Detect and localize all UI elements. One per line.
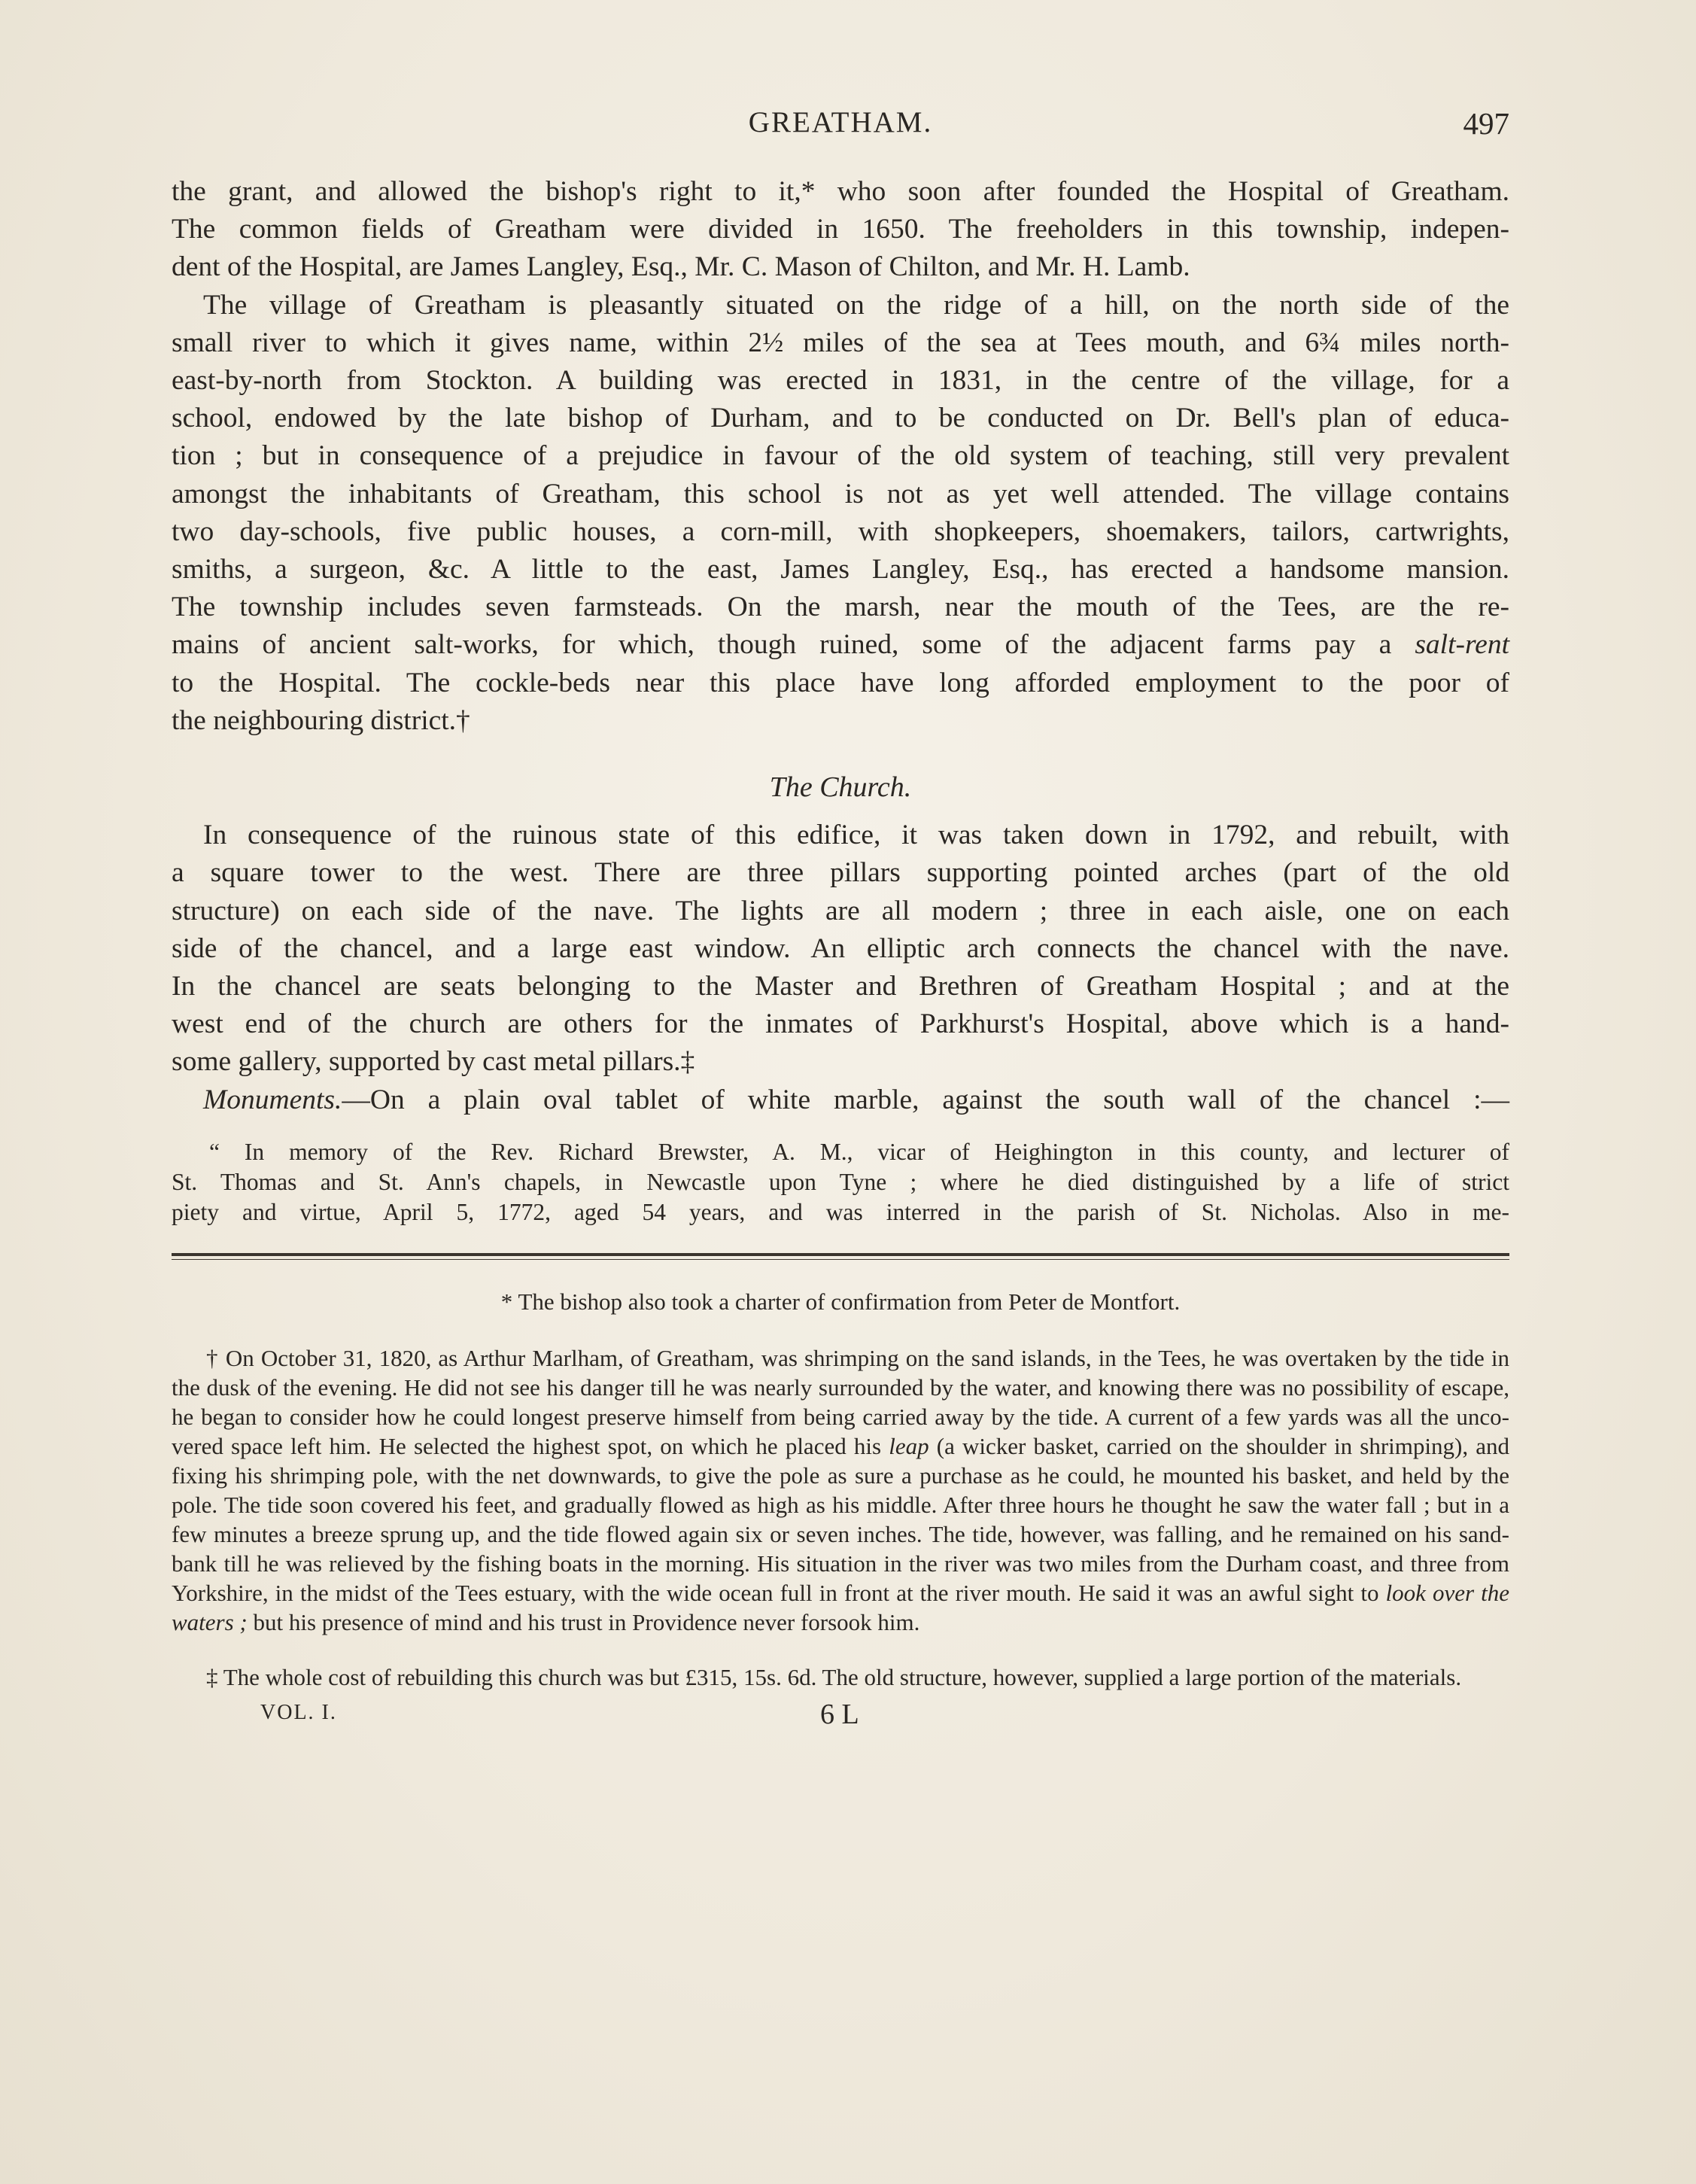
body-line: The common fields of Greatham were divided in 1650. The freeholders in this township, indepen- [172,214,1509,245]
monuments-label: Monuments. [203,1084,342,1115]
body-line-text: mains of ancient salt-works, for which, though ruined, some of the adjacent farms pay a [172,629,1392,661]
body-line: dent of the Hospital, are James Langley, Esq., Mr. C. Mason of Chilton, and Mr. H. Lamb. [172,251,1190,283]
volume-mark: VOL. I. [260,1700,337,1724]
body-line: west end of the church are others for the inmates of Parkhurst's Hospital, above which is a hand- [172,1008,1509,1040]
body-line: The village of Greatham is pleasantly situated on the ridge of a hill, on the north side of the [203,289,1509,321]
body-line: east-by-north from Stockton. A building was erected in 1831, in the centre of the village, for a [172,365,1509,397]
running-head [172,105,1509,158]
body-line: tion ; but in consequence of a prejudice in favour of the old system of teaching, still very prevalent [172,440,1509,472]
inscription-line: piety and virtue, April 5, 1772, aged 54 years, and was interred in the parish of St. Nicholas. Also in me- [172,1198,1509,1225]
body-line: The township includes seven farmsteads. On the marsh, near the mouth of the Tees, are the re- [172,592,1509,623]
body-line: In consequence of the ruinous state of this edifice, it was taken down in 1792, and rebuilt, with [203,820,1509,851]
page-number: 497 [1463,106,1509,141]
monuments-text: —On a plain oval tablet of white marble, against the south wall of the chancel :— [342,1084,1509,1115]
footnote-2-leap: leap [889,1432,929,1459]
salt-rent-term: salt-rent [1415,629,1509,661]
body-line: the neighbouring district.† [172,704,470,736]
footnote-3: ‡ The whole cost of rebuilding this church was but £315, 15s. 6d. The old structure, however, supplied a large portion of the materials. [206,1663,1462,1690]
body-line: smiths, a surgeon, &c. A little to the east, James Langley, Esq., has erected a handsome mansion. [172,554,1509,586]
body-line: structure) on each side of the nave. The lights are all modern ; three in each aisle, one on each [172,895,1509,926]
section-heading: The Church. [769,771,912,804]
body-line: some gallery, supported by cast metal pillars.‡ [172,1046,695,1078]
main-text [172,173,1509,1119]
footnotes [172,1287,1509,1692]
body-line [172,626,1509,664]
footnote-rule [172,1253,1509,1260]
inscription [172,1137,1509,1227]
footnote-2-text-c: but his presence of mind and his trust in Providence never forsook him. [247,1608,920,1635]
inscription-line: St. Thomas and St. Ann's chapels, in Newcastle upon Tyne ; where he died distinguished by a life of strict [172,1168,1509,1195]
body-line: In the chancel are seats belonging to the Master and Brethren of Greatham Hospital ; and at the [172,971,1509,1002]
signature-mark: 6 L [820,1698,859,1730]
footnote-2-look: look over the waters ; [172,1579,1509,1635]
inscription-line: “ In memory of the Rev. Richard Brewster, A. M., vicar of Heighington in this county, and lecturer of [209,1138,1509,1165]
footnote-2-text: † On October 31, 1820, as Arthur Marlham, of Greatham, was shrimping on the sand islands, in the Tees, he was overtaken by the tide in the dusk of the evening. He did not see his danger till he was nearly surrounded by the water, and knowing there was no possibility of escape, he began to consider how he could longest preserve himself from being carried away by the tide. A current of a few yards was all the unco-vered space left him. He selected the highest spot, on which he placed his [172,1344,1509,1459]
monuments-line [172,1081,1509,1119]
body-line: side of the chancel, and a large east window. An elliptic arch connects the chancel with the nave. [172,932,1509,964]
running-title: GREATHAM. [748,106,933,138]
body-line: the grant, and allowed the bishop's right to it,* who soon after founded the Hospital of Greatham. [172,176,1509,207]
body-line: two day-schools, five public houses, a corn-mill, with shopkeepers, shoemakers, tailors, cartwrights, [172,516,1509,547]
body-line: amongst the inhabitants of Greatham, this school is not as yet well attended. The village contains [172,478,1509,509]
body-line: to the Hospital. The cockle-beds near this place have long afforded employment to the poor of [172,667,1509,698]
body-line: school, endowed by the late bishop of Durham, and to be conducted on Dr. Bell's plan of educa- [172,403,1509,434]
book-page [172,105,1509,1734]
signature-line [172,1698,1509,1734]
footnote-2 [172,1343,1509,1637]
footnote-2-text-b: (a wicker basket, carried on the shoulder in shrimping), and fixing his shrimping pole, with the net downwards, to give the pole as sure a purchase as he could, he mounted his basket, and held by the pole. The tide soon covered his feet, and gradually flowed as high as his middle. After three hours he thought he saw the water fall ; but in a few minutes a breeze sprung up, and the tide flowed again six or seven inches. The tide, however, was falling, and he remained on his sand-bank till he was relieved by the fishing boats in the morning. His situation in the river was two miles from the Durham coast, and three from Yorkshire, in the midst of the Tees estuary, with the wide ocean full in front at the river mouth. He said it was an awful sight to [172,1432,1509,1606]
footnote-1: * The bishop also took a charter of confirmation from Peter de Montfort. [500,1288,1181,1315]
body-line: a square tower to the west. There are three pillars supporting pointed arches (part of the old [172,857,1509,889]
body-line: small river to which it gives name, within 2½ miles of the sea at Tees mouth, and 6¾ miles north- [172,327,1509,358]
